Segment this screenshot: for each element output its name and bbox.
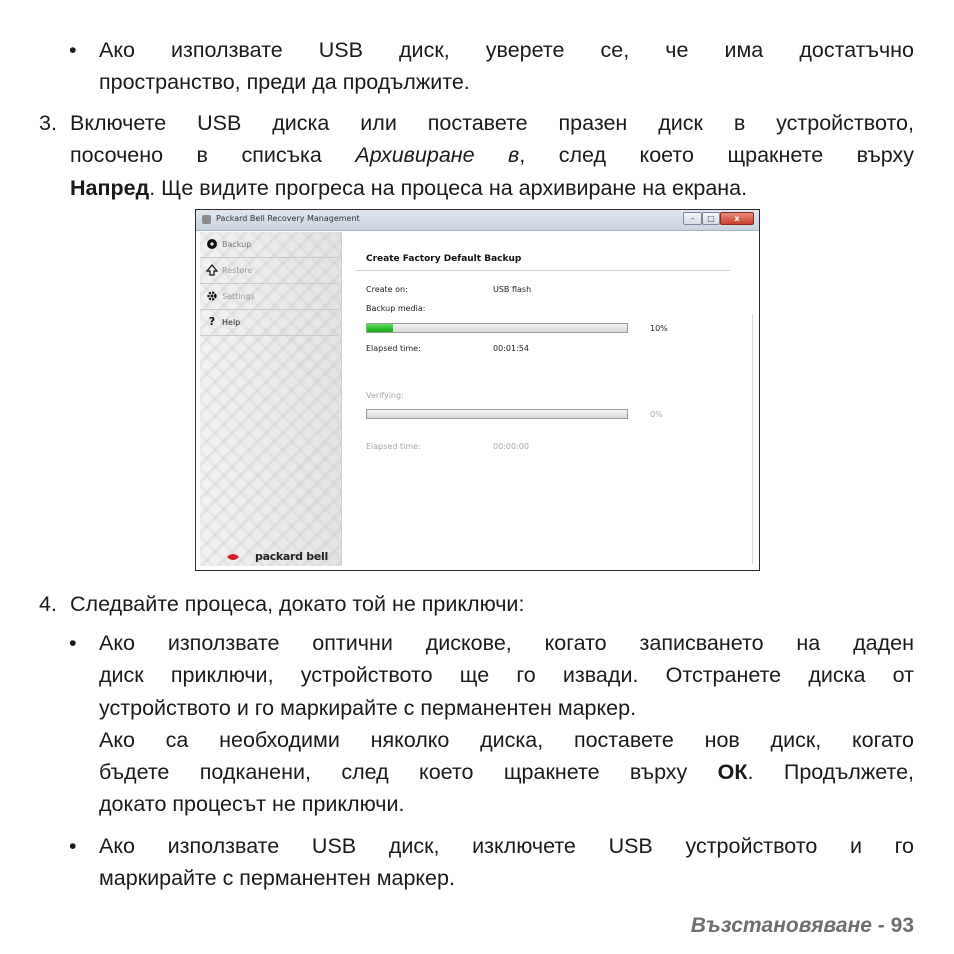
maximize-button[interactable]: □ [702,212,720,225]
create-on-label: Create on: [366,285,408,294]
packard-bell-logo-icon [226,552,254,562]
text-run: , след което щракнете върху [519,143,914,168]
backup-progress-text: 10% [650,324,668,333]
elapsed-time-value-2: 00:00:00 [493,442,529,451]
usb-bullet-text [99,830,914,895]
sidebar-item-restore[interactable] [200,258,338,284]
close-button[interactable]: x [720,212,754,225]
bullet-marker: • [69,631,77,655]
text-line: Ако използвате оптични дискове, когато записването на даден [99,631,914,655]
text-line: Ако са необходими няколко диска, поставете нов диск, когато [99,727,914,752]
elapsed-time-value: 00:01:54 [493,344,529,353]
sidebar-item-settings[interactable] [200,284,338,310]
text-run: бъдете подканени, след което щракнете върху [99,760,718,785]
heading-divider [356,270,730,271]
app-icon [202,215,211,224]
sidebar-item-label: Restore [222,266,253,275]
text-line [70,172,914,204]
optical-bullet-text [99,627,914,821]
strong-text: ОК [717,760,748,785]
gear-icon [206,290,218,302]
sidebar-item-label: Backup [222,240,252,249]
window-title: Packard Bell Recovery Management [216,214,360,223]
text-line: пространство, преди да продължите. [99,70,470,95]
step-number: 3. [39,111,57,135]
bullet-marker: • [69,38,77,62]
verify-progress-bar [366,409,628,419]
packard-bell-logo: packard bell [255,550,328,563]
text-line: Включете USB диска или поставете празен диск в устройството, [70,111,914,135]
text-line: диск приключи, устройството ще го извади. Отстранете диска от [99,663,914,688]
bullet-marker: • [69,834,77,858]
question-icon: ? [208,315,216,328]
text-line: Ако използвате USB диск, уверете се, че има достатъчно [99,38,914,62]
panel-heading: Create Factory Default Backup [366,254,522,264]
section-title: Възстановяване - [690,914,885,937]
sidebar-item-help[interactable] [200,310,338,336]
text-line: устройството и го маркирайте с перманентен маркер. [99,695,637,720]
backup-progress-fill [367,324,393,332]
text-run: . Продължете, [747,760,914,785]
text-line [99,756,914,788]
sidebar [200,232,342,566]
verifying-label: Verifying: [366,391,404,400]
backup-panel [341,232,759,570]
text-line: докато процесът не приключи. [99,792,405,817]
backup-media-label: Backup media: [366,304,426,313]
sidebar-item-label: Settings [222,292,255,301]
sidebar-item-backup[interactable] [200,232,338,258]
page-footer [691,914,914,938]
emphasis-text: Архивиране в [355,143,520,168]
elapsed-time-label-2: Elapsed time: [366,442,421,451]
text-line: Следвайте процеса, докато той не приключи: [70,592,525,616]
text-line: маркирайте с перманентен маркер. [99,866,455,891]
step3-text [70,107,914,204]
disc-icon [206,238,218,250]
restore-icon [206,264,218,276]
text-line [70,139,914,171]
create-on-value: USB flash [493,285,532,294]
recovery-window [195,209,760,571]
title-bar [196,210,759,231]
step-number: 4. [39,592,57,616]
strong-text: Напред [70,175,150,200]
backup-progress-bar [366,323,628,333]
text-run: . Ще видите прогреса на процеса на архивиране на екрана. [149,175,748,200]
page-number: 93 [890,914,914,937]
elapsed-time-label: Elapsed time: [366,344,421,353]
sidebar-item-label: Help [222,318,241,327]
intro-bullet-text [99,34,914,99]
verify-progress-text: 0% [650,410,663,419]
text-run: посочено в списъка [70,143,356,168]
minimize-button[interactable]: – [683,212,702,225]
text-line: Ако използвате USB диск, изключете USB устройството и го [99,834,914,858]
step4-text [70,588,914,620]
